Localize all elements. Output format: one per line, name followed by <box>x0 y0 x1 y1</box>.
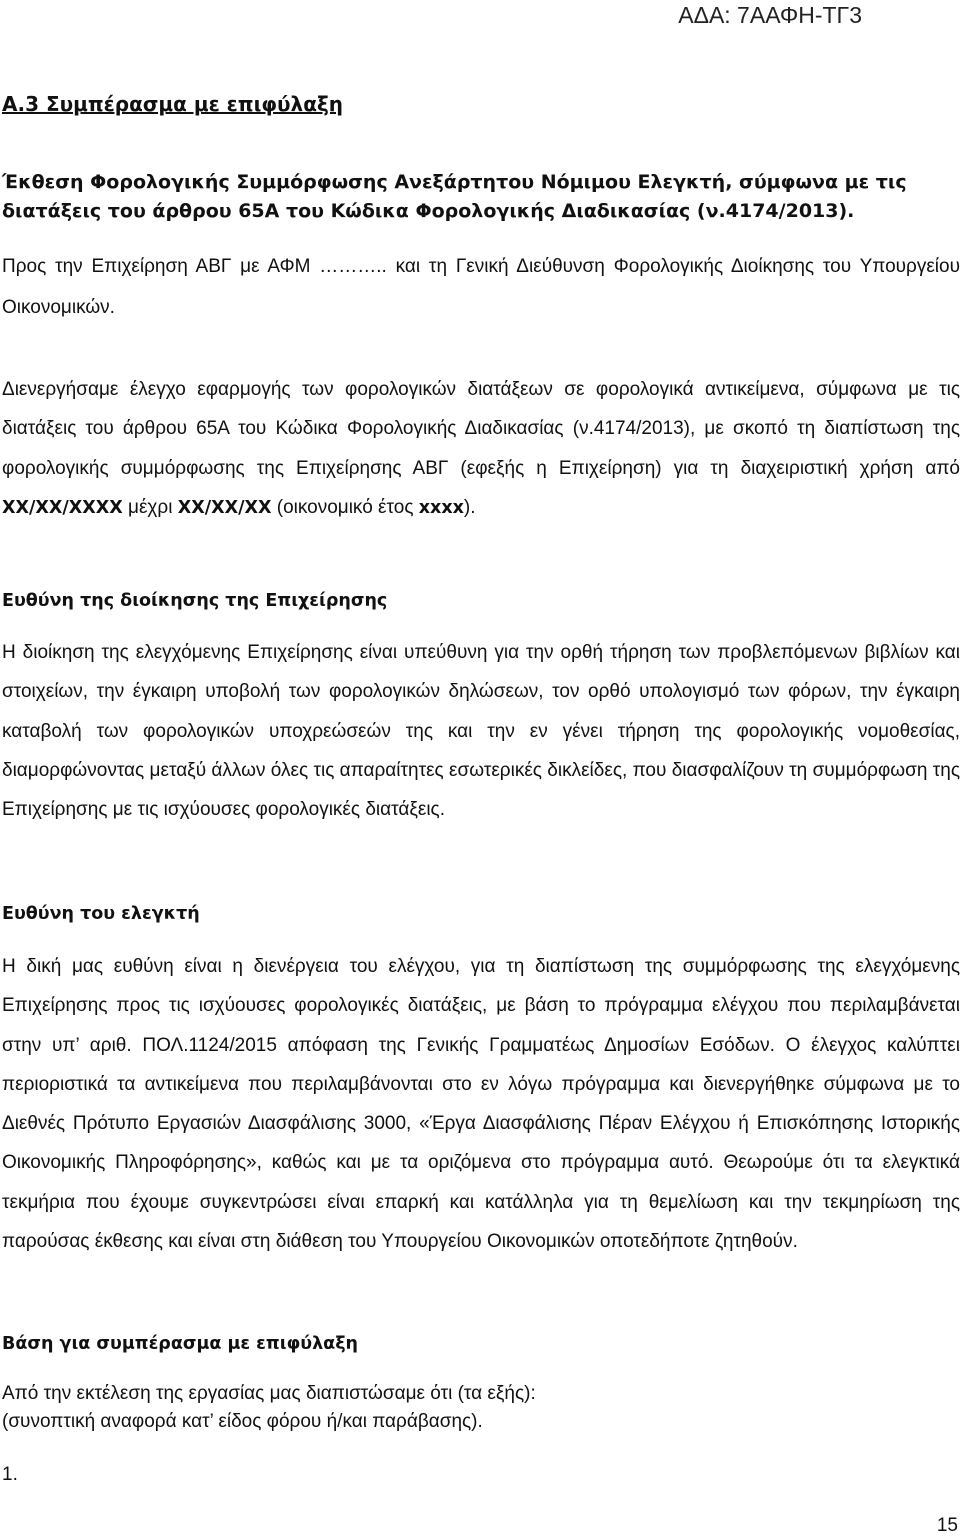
intro-mid: μέχρι <box>122 496 178 518</box>
page-number: 15 <box>936 1515 958 1536</box>
date-from: XX/XX/XXXX <box>2 497 123 518</box>
auditor-paragraph: Η δική μας ευθύνη είναι η διενέργεια του ελέγχου, για τη διαπίστωση της συμμόρφωσης της ελεγχόμενης Επιχείρησης προς τις ισχύουσες φορολογικές διατάξεις, με βάση το πρόγραμμα ελέγχου που περιλαμβάνεται στην υπ’ αριθ. ΠΟΛ.1124/2015 απόφαση της Γενικής Γραμματέως Δημοσίων Εσόδων. Ο έλεγχος καλύπτει περιοριστικά τα αντικείμενα που περιλαμβάνονται στο εν λόγω πρόγραμμα και διενεργήθηκε σύμφωνα με το Διεθνές Πρότυπο Εργασιών Διασφάλισης 3000, «Έργα Διασφάλισης Πέραν Ελέγχου ή Επισκόπησης Ιστορικής Οικονομικής Πληροφόρησης», καθώς και με τα οριζόμενα στο πρόγραμμα αυτό. Θεωρούμε ότι τα ελεγκτικά τεκμήρια που έχουμε συγκεντρώσει είναι επαρκή και κατάλληλα για τη θεμελίωση και την τεκμηρίωση της παρούσας έκθεσης και είναι στη διάθεση του Υπουργείου Οικονομικών οποτεδήποτε ζητηθούν. <box>2 956 960 1253</box>
intro-end: ). <box>463 496 476 518</box>
report-title: Έκθεση Φορολογικής Συμμόρφωσης Ανεξάρτητου Νόμιμου Ελεγκτή, σύμφωνα με τις διατάξεις του άρθρου 65Α του Κώδικα Φορολογικής Διαδικασίας (ν.4174/2013). <box>2 171 907 222</box>
date-to: XX/XX/XX <box>177 497 272 518</box>
management-heading: Ευθύνη της διοίκησης της Επιχείρησης <box>2 591 388 611</box>
section-title: Α.3 Συμπέρασμα με επιφύλαξη <box>2 92 344 116</box>
basis-line-2: (συνοπτική αναφορά κατ’ είδος φόρου ή/και παράβασης). <box>2 1411 483 1432</box>
auditor-heading: Ευθύνη του ελεγκτή <box>2 904 200 924</box>
list-item-number: 1. <box>2 1464 18 1485</box>
intro-paragraph <box>2 370 960 528</box>
intro-text: Διενεργήσαμε έλεγχο εφαρμογής των φορολογικών διατάξεων σε φορολογικά αντικείμενα, σύμφωνα με τις διατάξεις του άρθρου 65Α του Κώδικα Φορολογικής Διαδικασίας (ν.4174/2013), με σκοπό τη διαπίστωση της φορολογικής συμμόρφωσης της Επιχείρησης ΑΒΓ (εφεξής η Επιχείρηση) για τη διαχειριστική χρήση από <box>2 379 960 479</box>
management-paragraph: Η διοίκηση της ελεγχόμενης Επιχείρησης είναι υπεύθυνη για την ορθή τήρηση των προβλεπόμενων βιβλίων και στοιχείων, την έγκαιρη υποβολή των φορολογικών δηλώσεων, τον ορθό υπολογισμό των φόρων, την έγκαιρη καταβολή των φορολογικών υποχρεώσεών της και την εν γένει τήρηση της φορολογικής νομοθεσίας, διαμορφώνοντας μεταξύ άλλων όλες τις απαραίτητες εσωτερικές δικλείδες, που διασφαλίζουν τη συμμόρφωση της Επιχείρησης με τις ισχύουσες φορολογικές διατάξεις. <box>2 642 960 821</box>
fiscal-year: xxxx <box>418 497 464 518</box>
basis-line-1: Από την εκτέλεση της εργασίας μας διαπιστώσαμε ότι (τα εξής): <box>2 1383 536 1404</box>
intro-mid2: (οικονομικό έτος <box>271 496 419 518</box>
basis-heading: Βάση για συμπέρασμα με επιφύλαξη <box>2 1334 358 1354</box>
addressee-paragraph: Προς την Επιχείρηση ΑΒΓ με ΑΦΜ ……….. και τη Γενική Διεύθυνση Φορολογικής Διοίκησης του Υπουργείου Οικονομικών. <box>2 256 960 318</box>
ada-code: ΑΔΑ: 7ΑΑΦΗ-ΤΓ3 <box>678 2 862 28</box>
